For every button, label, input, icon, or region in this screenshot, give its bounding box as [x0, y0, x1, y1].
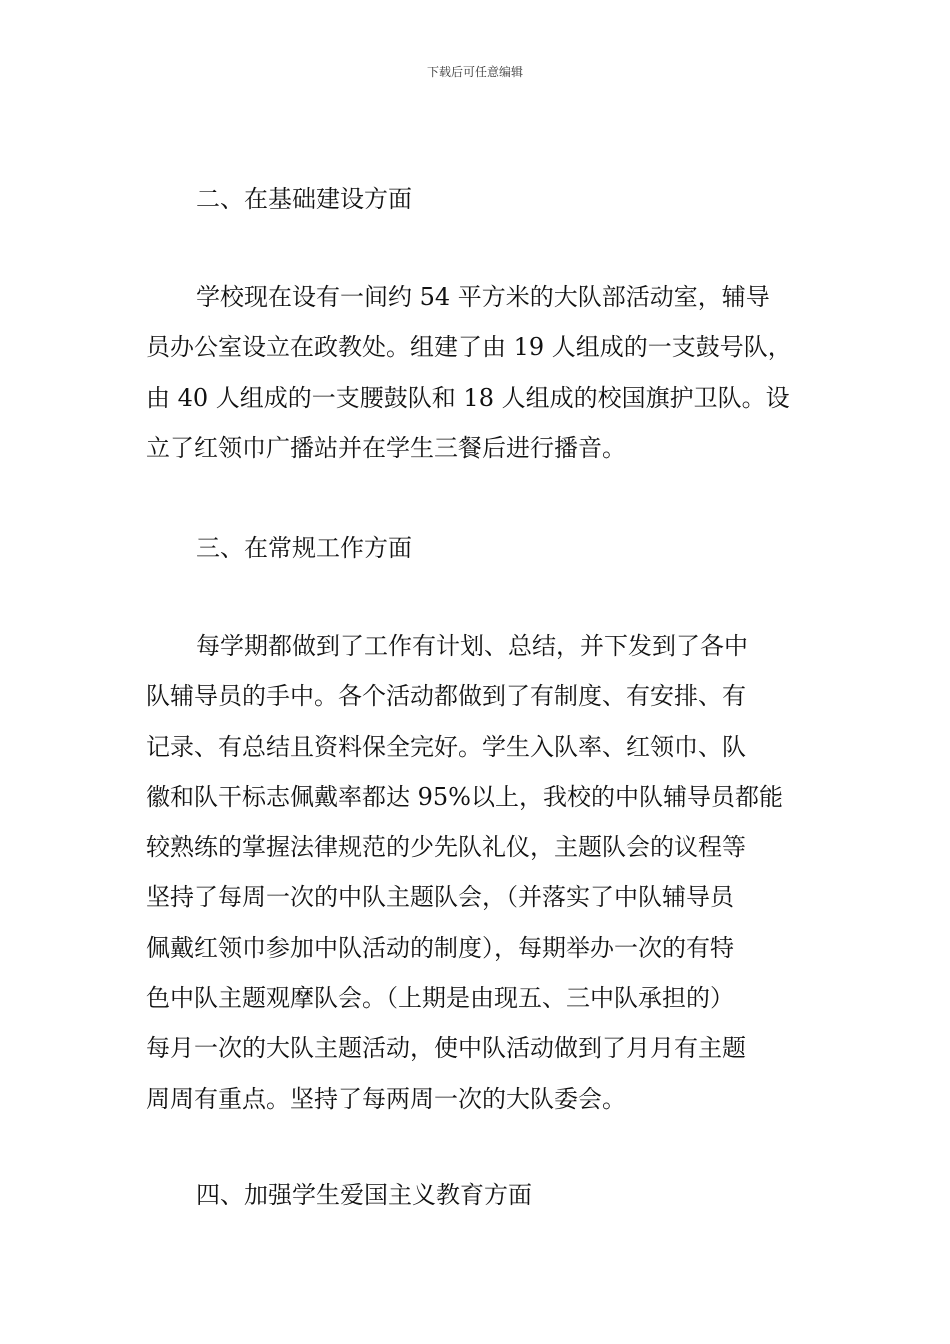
paragraph-line: 每学期都做到了工作有计划、总结，并下发到了各中	[196, 632, 748, 660]
paragraph-line: 徽和队干标志佩戴率都达 95%以上，我校的中队辅导员都能	[146, 782, 783, 811]
section-paragraph	[146, 621, 816, 1124]
section-heading: 二、在基础建设方面	[196, 185, 412, 213]
section-paragraph	[146, 272, 816, 473]
page-header: 下载后可任意编辑	[426, 65, 523, 79]
paragraph-line: 较熟练的掌握法律规范的少先队礼仪，主题队会的议程等	[146, 833, 746, 862]
paragraph-line: 坚持了每周一次的中队主题队会，（并落实了中队辅导员	[146, 883, 734, 912]
paragraph-line: 色中队主题观摩队会。（上期是由现五、三中队承担的）	[146, 984, 734, 1013]
paragraph-line: 立了红领巾广播站并在学生三餐后进行播音。	[146, 433, 626, 462]
paragraph-line: 佩戴红领巾参加中队活动的制度），每期举办一次的有特	[146, 933, 734, 962]
paragraph-line: 记录、有总结且资料保全完好。学生入队率、红领巾、队	[146, 732, 746, 761]
section-heading: 三、在常规工作方面	[196, 534, 412, 562]
section-heading: 四、加强学生爱国主义教育方面	[196, 1181, 532, 1209]
paragraph-line: 学校现在设有一间约 54 平方米的大队部活动室，辅导	[196, 283, 770, 311]
paragraph-line: 由 40 人组成的一支腰鼓队和 18 人组成的校国旗护卫队。设	[146, 383, 790, 412]
paragraph-line: 每月一次的大队主题活动，使中队活动做到了月月有主题	[146, 1034, 746, 1063]
paragraph-line: 员办公室设立在政教处。组建了由 19 人组成的一支鼓号队，	[146, 333, 792, 362]
paragraph-line: 周周有重点。坚持了每两周一次的大队委会。	[146, 1084, 626, 1113]
paragraph-line: 队辅导员的手中。各个活动都做到了有制度、有安排、有	[146, 682, 746, 711]
